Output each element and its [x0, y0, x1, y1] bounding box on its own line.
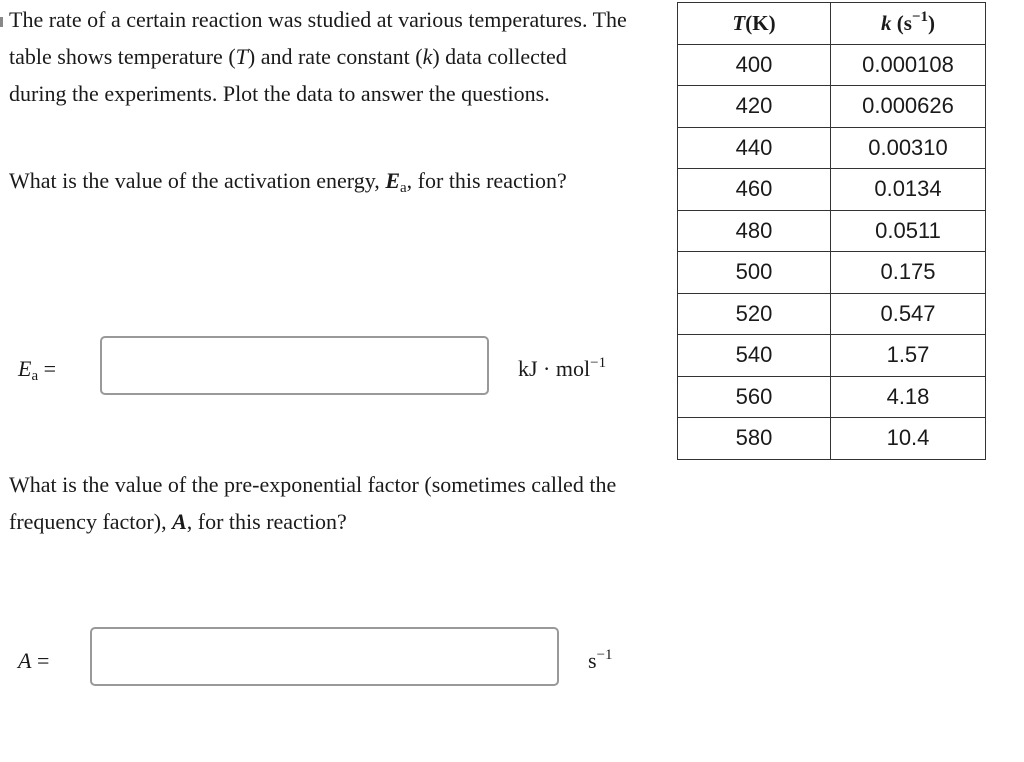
ea-unit-exponent: −1 [590, 355, 607, 371]
col1-symbol: T [732, 10, 746, 35]
table-row [678, 44, 986, 86]
rate-constant-cell: 4.18 [831, 376, 986, 418]
question1-text: What is the value of the activation energy, [9, 168, 386, 193]
a-unit [588, 648, 613, 674]
temperature-cell: 520 [678, 293, 831, 335]
question-pre-exponential-factor [9, 466, 629, 540]
temperature-rate-table [677, 2, 986, 460]
a-symbol: A [172, 509, 187, 534]
temperature-column-header [678, 3, 831, 45]
rate-constant-column-header [831, 3, 986, 45]
question2-suffix: , for this reaction? [186, 509, 347, 534]
temperature-cell: 400 [678, 44, 831, 86]
ea-answer-label [18, 356, 56, 382]
a-label-equals: = [31, 648, 50, 673]
rate-constant-cell: 0.0134 [831, 169, 986, 211]
table-row [678, 210, 986, 252]
table-row [678, 293, 986, 335]
col2-unit-close: ) [927, 10, 935, 35]
rate-constant-cell: 0.000626 [831, 86, 986, 128]
temperature-cell: 540 [678, 335, 831, 377]
rate-constant-cell: 0.175 [831, 252, 986, 294]
rate-constant-cell: 0.0511 [831, 210, 986, 252]
intro-text-2: ) and rate constant ( [247, 44, 423, 69]
intro-text-1: The rate of a certain reaction was studied at various temperatures. The table shows temperature ( [9, 7, 627, 69]
col2-unit-exponent: −1 [911, 8, 928, 25]
col2-symbol: k [881, 10, 892, 35]
table-row [678, 418, 986, 460]
ea-symbol: E [385, 168, 400, 193]
temperature-cell: 460 [678, 169, 831, 211]
ea-label-subscript: a [31, 368, 39, 384]
col1-unit: (K) [745, 10, 776, 35]
table-row [678, 169, 986, 211]
table-header-row [678, 3, 986, 45]
temperature-cell: 560 [678, 376, 831, 418]
rate-constant-cell: 10.4 [831, 418, 986, 460]
table-row [678, 127, 986, 169]
rate-constant-cell: 0.547 [831, 293, 986, 335]
ea-unit [518, 356, 606, 382]
a-unit-exponent: −1 [596, 647, 613, 663]
question-activation-energy [9, 162, 569, 199]
temperature-cell: 420 [678, 86, 831, 128]
temperature-cell: 580 [678, 418, 831, 460]
ea-subscript: a [400, 180, 407, 196]
rate-constant-symbol: k [422, 44, 433, 69]
problem-intro [9, 1, 629, 112]
rate-constant-cell: 0.00310 [831, 127, 986, 169]
ea-unit-main: kJ · mol [518, 356, 591, 381]
table-row [678, 252, 986, 294]
table-row [678, 335, 986, 377]
temperature-cell: 480 [678, 210, 831, 252]
ea-label-symbol: E [18, 356, 32, 381]
a-answer-label [18, 648, 49, 674]
rate-constant-cell: 0.000108 [831, 44, 986, 86]
table-body [678, 44, 986, 459]
question2-text: What is the value of the pre-exponential factor (sometimes called the frequency factor), [9, 472, 617, 534]
a-label-symbol: A [18, 648, 32, 673]
ea-label-equals: = [38, 356, 57, 381]
rate-constant-cell: 1.57 [831, 335, 986, 377]
col2-unit-open: (s [891, 10, 912, 35]
pre-exponential-factor-input[interactable] [90, 627, 559, 686]
table-row [678, 86, 986, 128]
left-edge-marker [0, 17, 3, 27]
intro-text-3: ) data collected during the experiments. Plot the data to answer the questions. [9, 44, 567, 106]
a-unit-main: s [588, 648, 597, 673]
temperature-symbol: T [235, 44, 248, 69]
temperature-cell: 440 [678, 127, 831, 169]
activation-energy-input[interactable] [100, 336, 489, 395]
temperature-cell: 500 [678, 252, 831, 294]
question1-suffix: , for this reaction? [406, 168, 567, 193]
table-row [678, 376, 986, 418]
